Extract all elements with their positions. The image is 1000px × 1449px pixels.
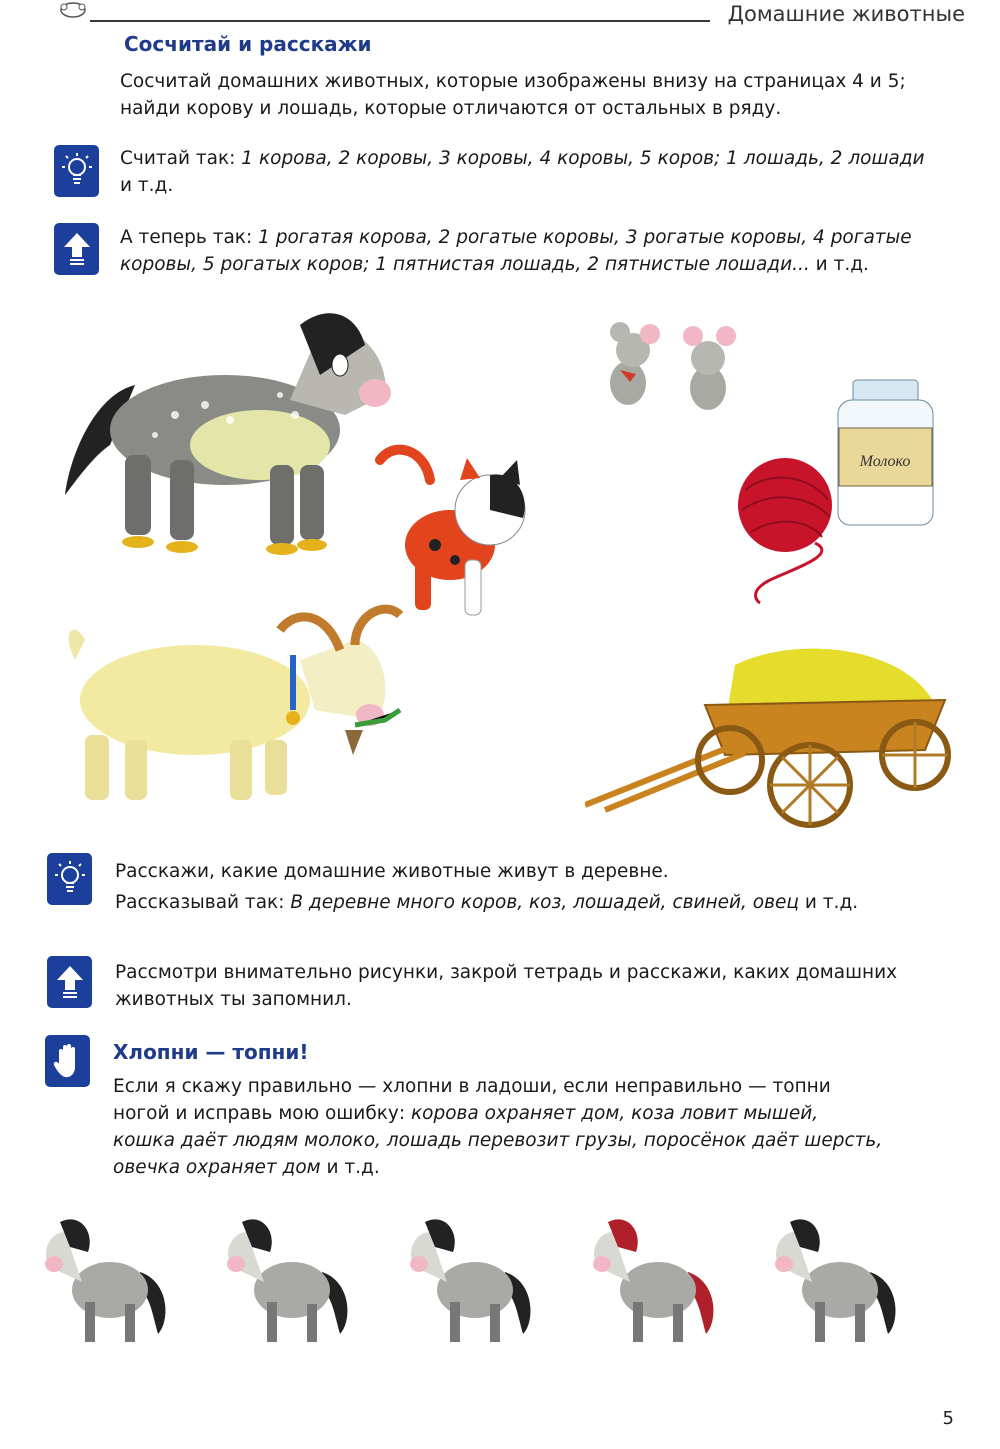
task-1-lead: Считай так: — [120, 148, 242, 169]
jar-label: Молоко — [859, 453, 911, 470]
task-2-lead: А теперь так: — [120, 227, 259, 248]
game-line-2-lead: ногой и исправь мою ошибку: — [113, 1103, 411, 1124]
hay-cart-illustration — [585, 635, 955, 835]
spotted-horse-illustration — [55, 305, 400, 555]
mice-illustration — [598, 318, 753, 423]
small-horse-red-mane — [588, 1212, 728, 1352]
section-intro — [120, 68, 980, 122]
goat-illustration — [55, 600, 415, 810]
game-line-4-example: овечка охраняет дом — [113, 1157, 321, 1178]
header-rule — [90, 20, 710, 22]
small-horse-3 — [405, 1212, 545, 1352]
small-horse-5 — [770, 1212, 910, 1352]
hand-icon — [45, 1035, 90, 1087]
lightbulb-icon — [47, 853, 92, 905]
game-line-4-tail: и т.д. — [320, 1157, 380, 1178]
task-2-tail: и т.д. — [809, 254, 869, 275]
game-line-2-example: корова охраняет дом, коза ловит мышей, — [410, 1103, 819, 1124]
task-3-text — [115, 856, 975, 918]
header-title: Домашние животные — [727, 2, 965, 26]
task-3-lead: Рассказывай так: — [115, 892, 291, 913]
small-horse-1 — [40, 1212, 180, 1352]
task-3-example: В деревне много коров, коз, лошадей, свиней, овец — [290, 892, 799, 913]
task-2-example-2: коровы, 5 рогатых коров; 1 пятнистая лошадь, 2 пятнистые лошади... — [120, 254, 810, 275]
page-number: 5 — [942, 1408, 954, 1429]
task-2-example-1: 1 рогатая корова, 2 рогатые коровы, 3 рогатые коровы, 4 рогатые — [258, 227, 912, 248]
up-arrow-icon — [47, 956, 92, 1008]
game-line-1: Если я скажу правильно — хлопни в ладоши, если неправильно — топни — [113, 1076, 831, 1097]
task-1-example: 1 корова, 2 коровы, 3 коровы, 4 коровы, 5 коров; 1 лошадь, 2 лошади — [241, 148, 925, 169]
task-1-tail: и т.д. — [120, 175, 174, 196]
small-horse-2 — [222, 1212, 362, 1352]
yarn-ball-illustration — [730, 455, 850, 605]
task-4-line-2: животных ты запомнил. — [115, 989, 352, 1010]
game-heading: Хлопни — топни! — [113, 1040, 309, 1064]
task-3-line-1: Расскажи, какие домашние животные живут в деревне. — [115, 861, 669, 882]
up-arrow-icon — [54, 223, 99, 275]
header-mascot-icon — [56, 0, 90, 18]
horse-row — [40, 1212, 980, 1362]
intro-line-1: Сосчитай домашних животных, которые изображены внизу на страницах 4 и 5; — [120, 71, 906, 92]
cat-illustration — [375, 440, 540, 620]
task-4-line-1: Рассмотри внимательно рисунки, закрой тетрадь и расскажи, каких домашних — [115, 962, 898, 983]
task-2-text — [120, 224, 980, 278]
task-1-text — [120, 145, 980, 199]
task-3-tail: и т.д. — [799, 892, 859, 913]
game-text — [113, 1073, 983, 1181]
task-4-text — [115, 959, 975, 1013]
section-heading-count: Сосчитай и расскажи — [124, 32, 372, 56]
game-line-3-example: кошка даёт людям молоко, лошадь перевозит грузы, поросёнок даёт шерсть, — [113, 1130, 883, 1151]
intro-line-2: найди корову и лошадь, которые отличаются от остальных в ряду. — [120, 98, 782, 119]
lightbulb-icon — [54, 145, 99, 197]
